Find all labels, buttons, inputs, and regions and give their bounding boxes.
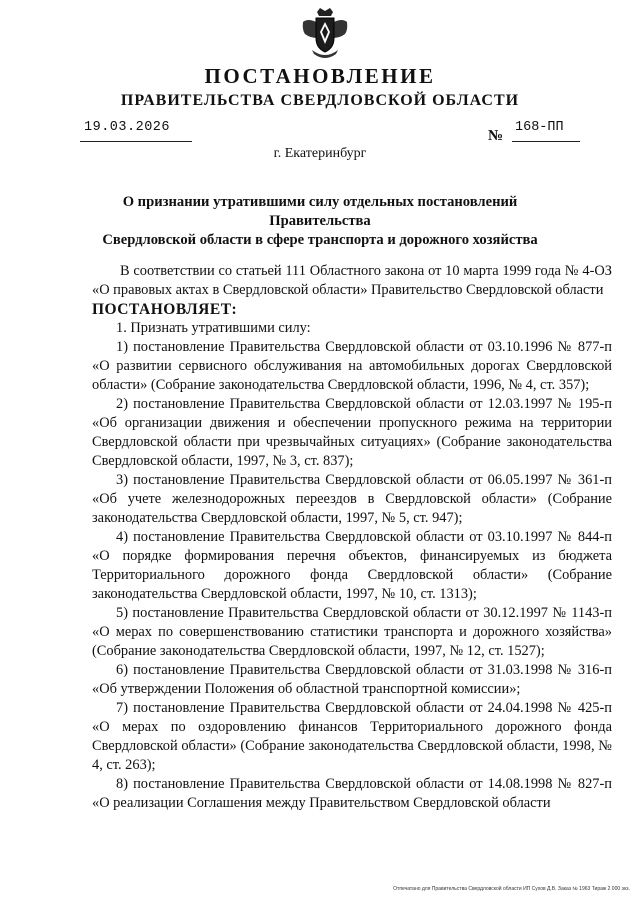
list-item: 1) постановление Правительства Свердловской области от 03.10.1996 № 877-п «О развитии сервисного обслуживания на автомобильных дорогах Свердловской области» (Собрание законодательства Свердловской области, 1996, № 4, ст. 357);	[92, 339, 612, 393]
issuer-title: ПРАВИТЕЛЬСТВА СВЕРДЛОВСКОЙ ОБЛАСТИ	[120, 92, 520, 109]
subject-line-2: Свердловской области в сфере транспорта и дорожного хозяйства	[102, 232, 538, 248]
printer-footer: Отпечатано для Правительства Свердловской области ИП Сухов Д.В. Заказ № 1963 Тираж 2 000 экз.	[393, 886, 630, 892]
date-underline	[80, 141, 192, 142]
decree-word: ПОСТАНОВЛЯЕТ:	[92, 301, 238, 318]
city-line: г. Екатеринбург	[273, 146, 367, 161]
list-item: 8) постановление Правительства Свердловской области от 14.08.1998 № 827-п «О реализации Соглашения между Правительством Свердловской области	[92, 776, 612, 811]
number-underline	[512, 141, 580, 142]
document-title: ПОСТАНОВЛЕНИЕ	[204, 64, 436, 88]
document-body	[92, 262, 612, 813]
list-item: 3) постановление Правительства Свердловской области от 06.05.1997 № 361-п «Об учете железнодорожных переездов в Свердловской области» (Собрание законодательства Свердловской области, 1997, № 5, ст. 947);	[92, 472, 612, 526]
list-item: 6) постановление Правительства Свердловской области от 31.03.1998 № 316-п «Об утверждении Положения об областной транспортной комиссии»;	[92, 662, 612, 697]
clause-1: 1. Признать утратившими силу:	[116, 320, 311, 336]
list-item: 2) постановление Правительства Свердловской области от 12.03.1997 № 195-п «Об организации движения и обеспечении пропускного режима на территории Свердловской области при чрезвычайных ситуациях» (Собрание законодательства Свердловской области, 1997, № 3, ст. 837);	[92, 396, 612, 469]
list-item: 4) постановление Правительства Свердловской области от 03.10.1997 № 844-п «О порядке формирования перечня объектов, финансируемых из бюджета Территориального дорожного фонда Свердловской области» (Собрание законодательства Свердловской области, 1997, № 10, ст. 1313);	[92, 529, 612, 602]
document-date: 19.03.2026	[84, 120, 171, 135]
intro-paragraph: В соответствии со статьей 111 Областного закона от 10 марта 1999 года № 4-ОЗ «О правовых актах в Свердловской области» Правительство Свердловской области	[92, 263, 612, 298]
list-item: 7) постановление Правительства Свердловской области от 24.04.1998 № 425-п «О мерах по оздоровлению финансов Территориального дорожного фонда Свердловской области» (Собрание законодательства Свердловской области, 1998, № 4, ст. 263);	[92, 700, 612, 773]
coat-of-arms-icon	[300, 8, 350, 60]
document-subject	[80, 193, 560, 250]
list-item: 5) постановление Правительства Свердловской области от 30.12.1997 № 1143-п «О мерах по совершенствованию статистики транспорта и дорожного хозяйства» (Собрание законодательства Свердловской области, 1997, № 12, ст. 1527);	[92, 605, 612, 659]
number-sign: №	[488, 128, 504, 144]
subject-line-1: О признании утратившими силу отдельных постановлений Правительства	[122, 194, 518, 229]
document-number: 168-ПП	[515, 120, 564, 135]
